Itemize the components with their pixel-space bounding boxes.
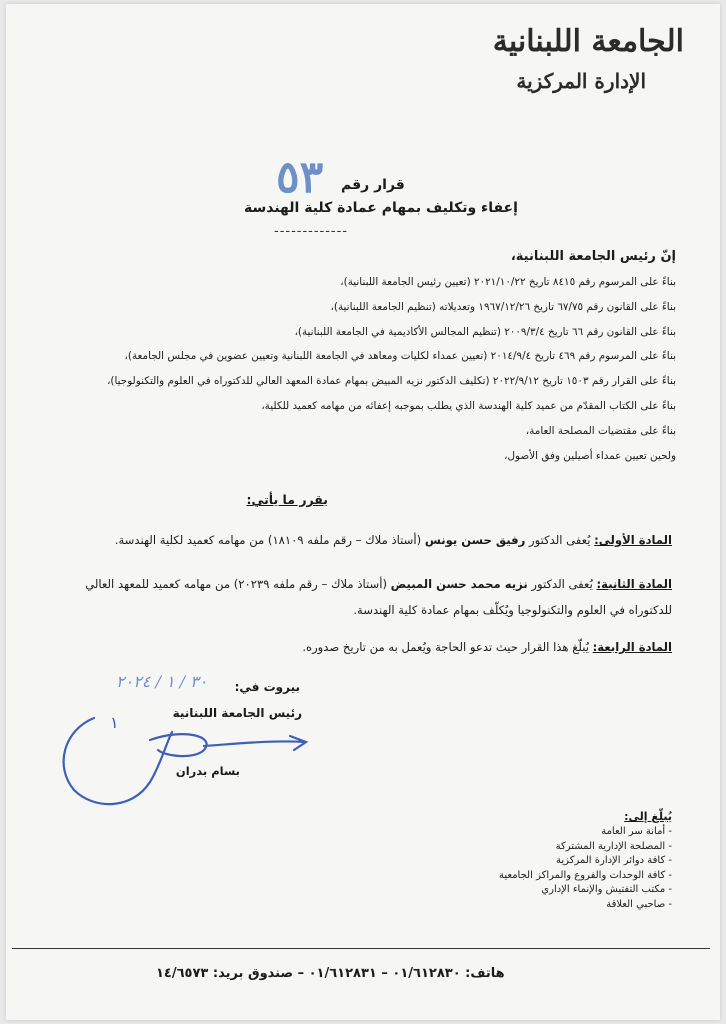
article-person-name: نزيه محمد حسن المبيض bbox=[390, 577, 528, 591]
footer-divider bbox=[12, 948, 710, 949]
recital: بناءً على الكتاب المقدّم من عميد كلية الهندسة الذي يطلب بموجبه إعفائه من مهامه كعميد للكلية، bbox=[261, 399, 676, 412]
recital: بناءً على المرسوم رقم ٤٦٩ تاريخ ٢٠١٤/٩/٤ (تعيين عمداء لكليات ومعاهد في الجامعة اللبنانية وتعيين عضوين في مجلس الجامعة)، bbox=[124, 350, 676, 363]
recital: بناءً على القانون رقم ٦٧/٧٥ تاريخ ١٩٦٧/١٢/٢٦ وتعديلاته (تنظيم الجامعة اللبنانية)، bbox=[330, 300, 676, 313]
preamble-intro: إنّ رئيس الجامعة اللبنانية، bbox=[510, 249, 676, 264]
university-name: الجامعة اللبنانية bbox=[492, 24, 684, 59]
decision-subject: إعفاء وتكليف بمهام عمادة كلية الهندسة bbox=[244, 200, 518, 216]
recital: بناءً على القرار رقم ١٥٠٣ تاريخ ٢٠٢٢/٩/١٢ (تكليف الدكتور نزيه المبيض بمهام عمادة المعهد العالي للدكتوراه في العلوم والتكنولوجيا)، bbox=[107, 375, 676, 388]
article-label: المادة الثانية: bbox=[596, 577, 672, 591]
article-text: يُبلّغ هذا القرار حيث تدعو الحاجة ويُعمل به من تاريخ صدوره. bbox=[302, 640, 589, 654]
distribution-list bbox=[499, 810, 672, 913]
distribution-item: - صاحبي العلاقة bbox=[606, 898, 672, 910]
decision-number: ٥٣ bbox=[276, 152, 324, 203]
article-label: المادة الرابعة: bbox=[592, 640, 672, 654]
distribution-item: - كافة دوائر الإدارة المركزية bbox=[556, 855, 672, 867]
preamble bbox=[46, 249, 676, 468]
article-label: المادة الأولى: bbox=[594, 533, 672, 547]
distribution-item: - كافة الوحدات والفروع والمراكز الجامعية bbox=[499, 869, 672, 881]
handwritten-signature bbox=[54, 710, 314, 814]
article-text: يُعفى الدكتور bbox=[529, 533, 591, 547]
decision-label: قرار رقم bbox=[341, 177, 405, 193]
letterhead bbox=[493, 24, 684, 93]
article-1 bbox=[46, 527, 672, 553]
recital: ولحين تعيين عمداء أصيلين وفق الأصول، bbox=[504, 449, 676, 462]
document-page bbox=[6, 4, 720, 1020]
distribution-item: - أمانة سر العامة bbox=[601, 826, 672, 837]
signatory-name: بسام بدران bbox=[175, 764, 240, 778]
article-text: يُعفى الدكتور bbox=[531, 577, 593, 591]
signatory-title: رئيس الجامعة اللبنانية bbox=[172, 706, 302, 720]
signature-mark: ١ bbox=[110, 713, 119, 732]
handwritten-date: ٣٠ / ١ / ٢٠٢٤ bbox=[116, 672, 208, 691]
distribution-item: - مكتب التفتيش والإنماء الإداري bbox=[541, 884, 672, 896]
article-text: (أستاذ ملاك – رقم ملفه ٢٠٢٣٩) من مهامه كعميد للمعهد العالي للدكتوراه في العلوم والتكنولوجيا ويُكلّف بمهام عمادة كلية الهندسة. bbox=[85, 577, 672, 617]
article-4 bbox=[46, 634, 672, 660]
distribution-title: يُبلّغ إلى: bbox=[624, 810, 672, 823]
article-text: (أستاذ ملاك – رقم ملفه ١٨١٠٩) من مهامه كعميد لكلية الهندسة. bbox=[114, 533, 422, 547]
recital: بناءً على المرسوم رقم ٨٤١٥ تاريخ ٢٠٢١/١٠/٢٢ (تعيين رئيس الجامعة اللبنانية)، bbox=[340, 276, 676, 288]
article-2 bbox=[46, 571, 672, 623]
distribution-item: - المصلحة الإدارية المشتركة bbox=[555, 840, 672, 852]
decides-heading: يقرر ما يأتي: bbox=[246, 492, 328, 507]
administration-name: الإدارة المركزية bbox=[516, 69, 646, 93]
title-divider: ------------- bbox=[274, 224, 348, 239]
recital: بناءً على مقتضيات المصلحة العامة، bbox=[525, 424, 676, 437]
place-date-label: بيروت في: bbox=[234, 680, 300, 694]
footer-contact: هاتف: ٠١/٦١٢٨٣٠ – ٠١/٦١٢٨٣١ – صندوق بريد: ١٤/٦٥٧٣ bbox=[156, 966, 505, 981]
article-person-name: رفيق حسن يونس bbox=[424, 533, 526, 547]
recital: بناءً على القانون رقم ٦٦ تاريخ ٢٠٠٩/٣/٤ (تنظيم المجالس الأكاديمية في الجامعة اللبنانية)، bbox=[294, 325, 676, 338]
